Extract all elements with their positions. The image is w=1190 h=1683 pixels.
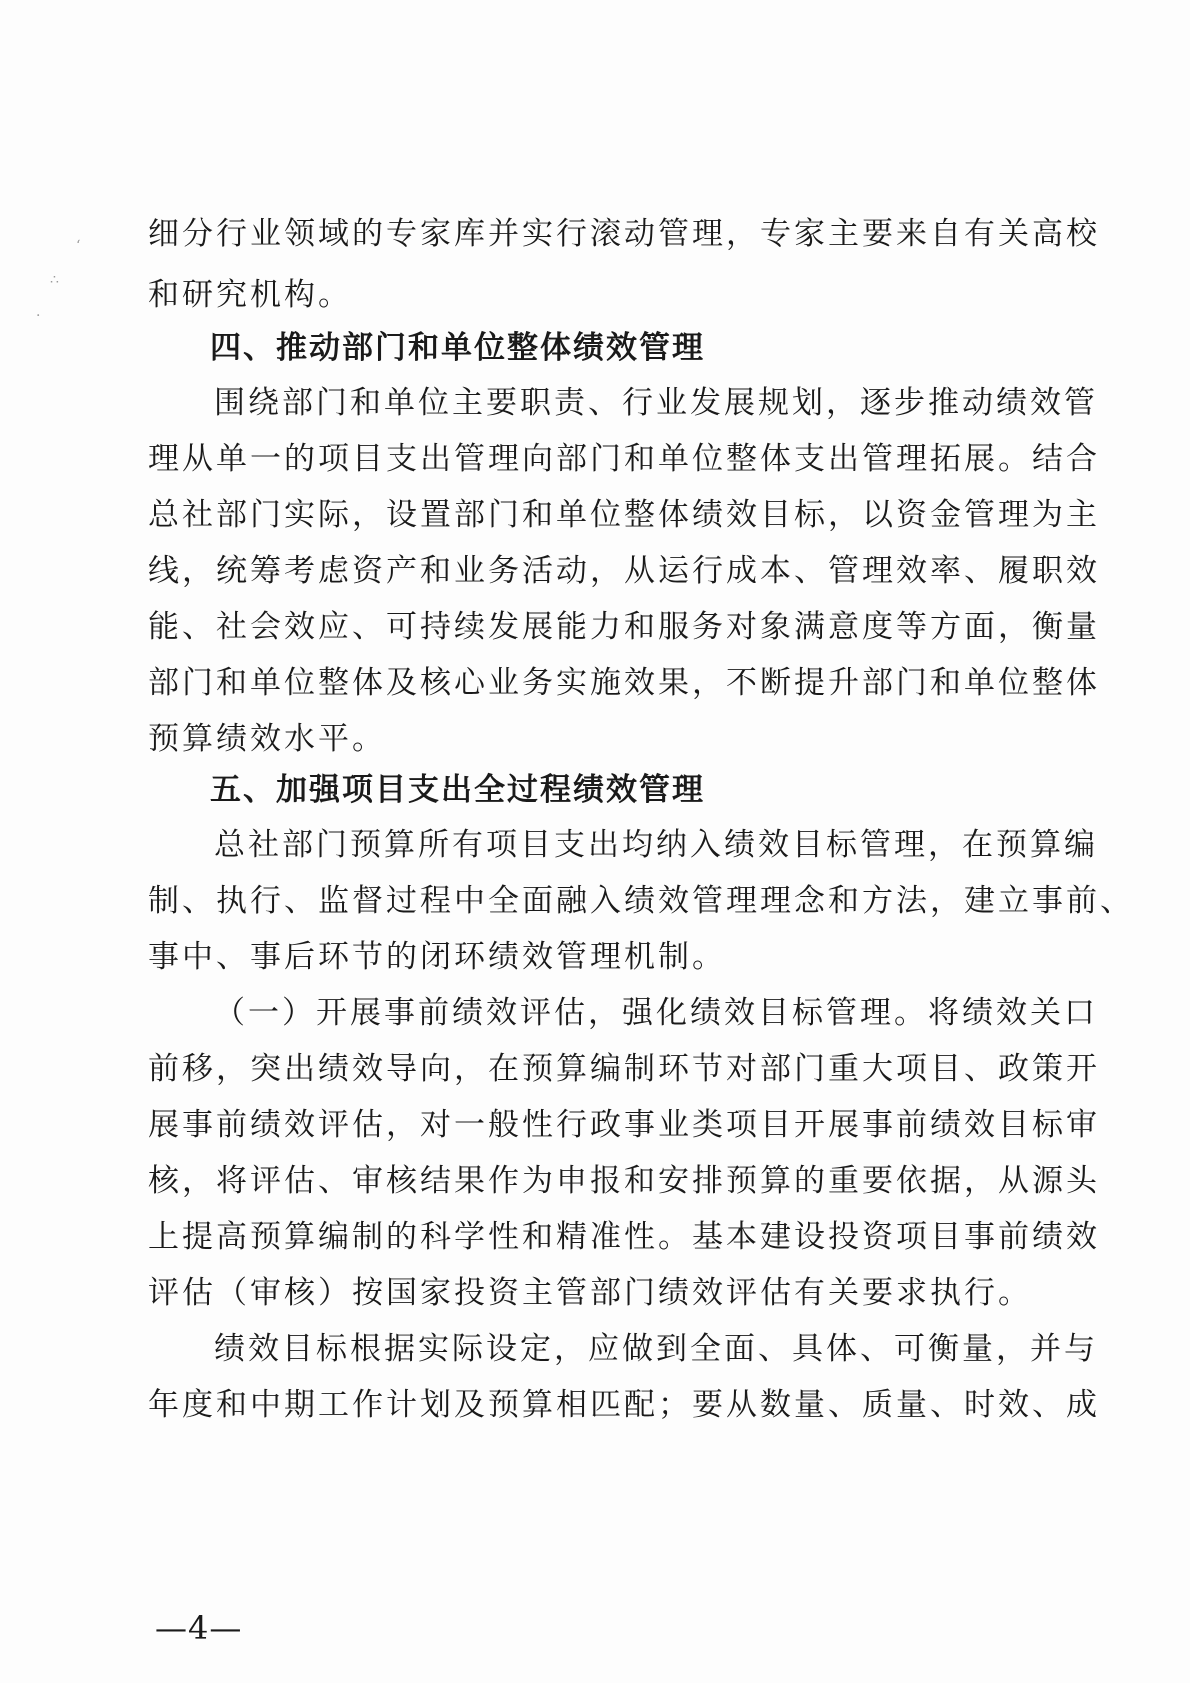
document-page: ‘ ∴ · 细分行业领域的专家库并实行滚动管理，专家主要来自有关高校 和研究机构。 四、推动部门和单位整体绩效管理 围绕部门和单位主要职责、行业发展规划，逐步推动绩效管 理从单一的项目支出管理向部门和单位整体支出管理拓展。结合 总社部门实际，设置部门和单位整体绩效目标，以资金管理为主 线，统筹考虑资产和业务活动，从运行成本、管理效率、履职效 能、社会效应、可持续发展能力和服务对象满意度等方面，衡量 部门和单位整体及核心业务实施效果，不断提升部门和单位整体 预算绩效水平。 五、加强项目支出全过程绩效管理 总社部门预算所有项目支出均纳入绩效目标管理，在预算编 制、执行、监督过程中全面融入绩效管理理念和方法，建立事前、 事中、事后环节的闭环绩效管理机制。 （一）开展事前绩效评估，强化绩效目标管理。将绩效关口 前移，突出绩效导向，在预算编制环节对部门重大项目、政策开 展事前绩效评估，对一般性行政事业类项目开展事前绩效目标审 核，将评估、审核结果作为申报和安排预算的重要依据，从源头 上提高预算编制的科学性和精准性。基本建设投资项目事前绩效 评估（审核）按国家投资主管部门绩效评估有关要求执行。 绩效目标根据实际设定，应做到全面、具体、可衡量，并与 年度和中期工作计划及预算相匹配；要从数量、质量、时效、成 —4— bbox=[0, 0, 1190, 1683]
body-line-13: 前移，突出绩效导向，在预算编制环节对部门重大项目、政策开 bbox=[148, 1051, 1100, 1087]
subsection-paragraph-line-1: （一）开展事前绩效评估，强化绩效目标管理。将绩效关口 bbox=[214, 995, 1098, 1031]
body-line-19: 年度和中期工作计划及预算相匹配；要从数量、质量、时效、成 bbox=[148, 1387, 1100, 1423]
body-line-6: 线，统筹考虑资产和业务活动，从运行成本、管理效率、履职效 bbox=[148, 553, 1100, 589]
body-line-16: 上提高预算编制的科学性和精准性。基本建设投资项目事前绩效 bbox=[148, 1219, 1100, 1255]
body-line-9: 预算绩效水平。 bbox=[148, 721, 386, 757]
body-line-5: 总社部门实际，设置部门和单位整体绩效目标，以资金管理为主 bbox=[148, 497, 1100, 533]
body-line-18: 绩效目标根据实际设定，应做到全面、具体、可衡量，并与 bbox=[214, 1331, 1098, 1367]
body-line-4: 理从单一的项目支出管理向部门和单位整体支出管理拓展。结合 bbox=[148, 441, 1100, 477]
section-heading-4: 四、推动部门和单位整体绩效管理 bbox=[210, 330, 705, 366]
section-heading-5: 五、加强项目支出全过程绩效管理 bbox=[210, 772, 705, 808]
body-line-11: 制、执行、监督过程中全面融入绩效管理理念和方法，建立事前、 bbox=[148, 883, 1134, 919]
body-line-2: 和研究机构。 bbox=[148, 277, 352, 313]
page-number: —4— bbox=[155, 1609, 243, 1647]
body-line-15: 核，将评估、审核结果作为申报和安排预算的重要依据，从源头 bbox=[148, 1163, 1100, 1199]
body-line-3: 围绕部门和单位主要职责、行业发展规划，逐步推动绩效管 bbox=[214, 385, 1098, 421]
body-line-8: 部门和单位整体及核心业务实施效果，不断提升部门和单位整体 bbox=[148, 665, 1100, 701]
body-line-12: 事中、事后环节的闭环绩效管理机制。 bbox=[148, 939, 726, 975]
body-line-10: 总社部门预算所有项目支出均纳入绩效目标管理，在预算编 bbox=[214, 827, 1098, 863]
body-line-7: 能、社会效应、可持续发展能力和服务对象满意度等方面，衡量 bbox=[148, 609, 1100, 645]
body-line-17: 评估（审核）按国家投资主管部门绩效评估有关要求执行。 bbox=[148, 1275, 1032, 1311]
body-line-1: 细分行业领域的专家库并实行滚动管理，专家主要来自有关高校 bbox=[148, 216, 1100, 252]
body-line-14: 展事前绩效评估，对一般性行政事业类项目开展事前绩效目标审 bbox=[148, 1107, 1100, 1143]
